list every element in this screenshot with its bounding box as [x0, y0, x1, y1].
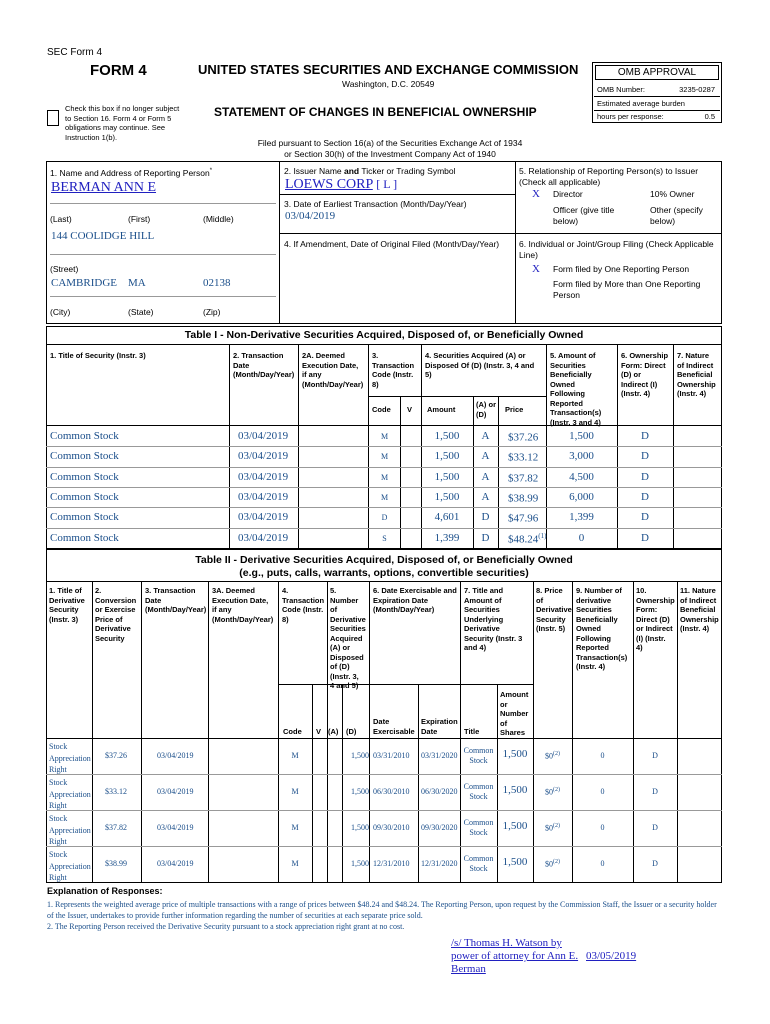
- t2-code: M: [291, 787, 299, 796]
- director-check[interactable]: X: [532, 188, 540, 200]
- earliest-date-value: 03/04/2019: [285, 210, 336, 222]
- t1-h4: 4. Securities Acquired (A) or Disposed Of (D) (Instr. 3, 4 and 5): [425, 351, 535, 379]
- t2-sub-title: Title: [464, 727, 480, 736]
- t1-transaction-date: 03/04/2019: [238, 511, 289, 523]
- t2-conversion-price: $33.12: [105, 787, 127, 796]
- t1-price: $37.82: [508, 472, 539, 485]
- footnote-1: 1. Represents the weighted average price of multiple transactions with a range of prices between $48.24 and $48.24. The Reporting Person, upon request by the Commission Staff, the Issuer or a security holder of the Issuer, undertakes to provide further information regarding the number of securities at each separate price sold.: [47, 900, 717, 920]
- t2-derivative-title: Stock Appreciation Right: [49, 742, 91, 774]
- t2-underlying-title: Common Stock: [463, 854, 494, 873]
- one-person-check[interactable]: X: [532, 263, 540, 275]
- t2-sub-d: (D): [346, 727, 357, 736]
- zip-label: (Zip): [203, 307, 221, 317]
- t1-h1: 1. Title of Security (Instr. 3): [50, 351, 146, 360]
- sec-form-label: SEC Form 4: [47, 47, 103, 58]
- t1-amount: 1,500: [434, 450, 460, 462]
- agency-title: UNITED STATES SECURITIES AND EXCHANGE COMMISSION: [198, 62, 579, 77]
- t2-underlying-shares: 1,500: [502, 784, 528, 796]
- t2-underlying-shares: 1,500: [502, 748, 528, 760]
- relationship-label: 5. Relationship of Reporting Person(s) to Issuer (Check all applicable): [519, 166, 699, 187]
- city-label: (City): [50, 307, 71, 317]
- t1-security-title: Common Stock: [50, 430, 119, 442]
- t2-underlying-title: Common Stock: [463, 746, 494, 765]
- t2-date-exercisable: 09/30/2010: [373, 823, 410, 832]
- one-person-label: Form filed by One Reporting Person: [553, 264, 690, 274]
- t2-date-exercisable: 12/31/2010: [373, 859, 410, 868]
- t1-owned: 6,000: [569, 491, 594, 503]
- footnote-2: 2. The Reporting Person received the Derivative Security pursuant to a stock appreciation right grant at no cost.: [47, 922, 405, 931]
- t1-code: M: [380, 473, 389, 482]
- t2-sub-exercisable: Date Exercisable: [373, 717, 415, 736]
- t2-h8: 8. Price of Derivative Security (Instr. 5): [536, 586, 572, 633]
- t1-h3: 3. Transaction Code (Instr. 8): [372, 351, 415, 389]
- t1-transaction-date: 03/04/2019: [238, 471, 289, 483]
- t2-date-exercisable: 06/30/2010: [373, 787, 410, 796]
- t1-sub-v: V: [407, 405, 413, 414]
- director-label: Director: [553, 189, 583, 199]
- t1-ownership-form: D: [641, 532, 649, 544]
- signature: /s/ Thomas H. Watson by power of attorney for Ann E. Berman: [451, 937, 579, 975]
- first-label: (First): [128, 214, 151, 224]
- t1-owned: 4,500: [569, 471, 594, 483]
- t2-disposed: 1,500: [351, 787, 369, 796]
- issuer-label: 2. Issuer Name and Ticker or Trading Symbol: [284, 166, 456, 176]
- officer-label: Officer (give title below): [553, 205, 615, 226]
- t2-owned: 0: [600, 787, 605, 796]
- t1-acq-disp: A: [481, 430, 490, 442]
- t1-code: S: [382, 534, 387, 543]
- t1-ownership-form: D: [641, 430, 649, 442]
- t2-owned: 0: [600, 859, 605, 868]
- t2-h6: 6. Date Exercisable and Expiration Date (Month/Day/Year): [373, 586, 457, 614]
- hours-value: 0.5: [704, 112, 715, 121]
- t2-code: M: [291, 859, 299, 868]
- t2-expiration-date: 06/30/2020: [421, 787, 458, 796]
- t2-ownership-form: D: [652, 751, 658, 760]
- t2-derivative-title: Stock Appreciation Right: [49, 814, 91, 846]
- t2-derivative-price: $0$^{(2)}$: [545, 787, 560, 797]
- t2-transaction-date: 03/04/2019: [157, 823, 194, 832]
- statement-title: STATEMENT OF CHANGES IN BENEFICIAL OWNERSHIP: [214, 105, 537, 119]
- t1-amount: 1,500: [434, 491, 460, 503]
- t1-code: M: [380, 452, 389, 461]
- t1-transaction-date: 03/04/2019: [238, 430, 289, 442]
- t2-h3: 3. Transaction Date (Month/Day/Year): [145, 586, 207, 614]
- state-value: MA: [128, 277, 146, 289]
- t1-amount: 1,500: [434, 430, 460, 442]
- more-persons-label: Form filed by More than One Reporting Person: [553, 279, 701, 300]
- t2-disposed: 1,500: [351, 859, 369, 868]
- hours-label: hours per response:: [597, 112, 664, 121]
- t2-date-exercisable: 03/31/2010: [373, 751, 410, 760]
- t2-owned: 0: [600, 751, 605, 760]
- t1-sub-code: Code: [372, 405, 391, 414]
- t1-amount: 1,500: [434, 471, 460, 483]
- t1-price: $33.12: [508, 451, 539, 464]
- t1-acq-disp: D: [481, 532, 490, 544]
- t1-security-title: Common Stock: [50, 491, 119, 503]
- ten-pct-owner-label: 10% Owner: [650, 189, 695, 199]
- t1-acq-disp: A: [481, 491, 490, 503]
- t1-acq-disp: D: [481, 511, 490, 523]
- omb-title: OMB APPROVAL: [595, 65, 719, 80]
- t1-price: $47.96: [508, 512, 539, 525]
- reporting-person-name[interactable]: BERMAN ANN E: [51, 180, 157, 195]
- city-value: CAMBRIDGE: [51, 277, 118, 289]
- t1-amount: 1,399: [434, 532, 460, 544]
- t1-owned: 1,500: [569, 430, 594, 442]
- t1-sub-amount: Amount: [427, 405, 456, 414]
- t1-amount: 4,601: [434, 511, 460, 523]
- t1-transaction-date: 03/04/2019: [238, 450, 289, 462]
- t2-sub-amount: Amount or Number of Shares: [500, 690, 529, 737]
- omb-number: 3235-0287: [679, 85, 715, 94]
- agency-city: Washington, D.C. 20549: [342, 79, 435, 89]
- t2-h7: 7. Title and Amount of Securities Underlying Derivative Security (Instr. 3 and 4): [464, 586, 523, 652]
- t2-ownership-form: D: [652, 787, 658, 796]
- t2-h5: 5. Number of Derivative Securities Acquired (A) or Disposed of (D) (Instr. 3, 4 and 5): [330, 586, 366, 690]
- t2-conversion-price: $38.99: [105, 859, 127, 868]
- t1-ownership-form: D: [641, 511, 649, 523]
- t1-security-title: Common Stock: [50, 471, 119, 483]
- t2-h10: 10. Ownership Form: Direct (D) or Indirect (I) (Instr. 4): [636, 586, 675, 652]
- t1-ownership-form: D: [641, 471, 649, 483]
- t2-ownership-form: D: [652, 823, 658, 832]
- explanation-label: Explanation of Responses:: [47, 886, 163, 896]
- t2-transaction-date: 03/04/2019: [157, 859, 194, 868]
- table-2-title: Table II - Derivative Securities Acquired, Disposed of, or Beneficially Owned (e.g., puts, calls, warrants, options, convertible securities): [195, 554, 573, 579]
- t2-owned: 0: [600, 823, 605, 832]
- checkbox-instructions: Check this box if no longer subject to Section 16. Form 4 or Form 5 obligations may continue. See Instruction 1(b).: [65, 104, 180, 142]
- t2-derivative-price: $0$^{(2)}$: [545, 859, 560, 869]
- t2-code: M: [291, 751, 299, 760]
- t1-owned: 1,399: [569, 511, 594, 523]
- t2-disposed: 1,500: [351, 823, 369, 832]
- no-longer-subject-checkbox[interactable]: [47, 110, 59, 126]
- t2-transaction-date: 03/04/2019: [157, 751, 194, 760]
- t1-security-title: Common Stock: [50, 532, 119, 544]
- omb-approval-box: [592, 62, 722, 123]
- t1-code: M: [380, 493, 389, 502]
- earliest-date-label: 3. Date of Earliest Transaction (Month/Day/Year): [284, 199, 467, 209]
- t2-underlying-shares: 1,500: [502, 820, 528, 832]
- t2-underlying-title: Common Stock: [463, 782, 494, 801]
- t2-sub-v: V: [316, 727, 322, 736]
- t2-h2: 2. Conversion or Exercise Price of Derivative Security: [95, 586, 137, 643]
- t1-owned: 0: [578, 532, 585, 544]
- t1-price: $37.26: [508, 431, 539, 444]
- street-label: (Street): [50, 264, 79, 274]
- t2-expiration-date: 03/31/2020: [421, 751, 458, 760]
- t1-owned: 3,000: [569, 450, 594, 462]
- t2-conversion-price: $37.26: [105, 751, 127, 760]
- t1-code: D: [381, 513, 388, 522]
- omb-number-label: OMB Number:: [597, 85, 645, 94]
- t2-transaction-date: 03/04/2019: [157, 787, 194, 796]
- t1-h6: 6. Ownership Form: Direct (D) or Indirect (I) (Instr. 4): [621, 351, 669, 398]
- issuer-name[interactable]: LOEWS CORP [ L ]: [285, 177, 398, 192]
- amendment-label: 4. If Amendment, Date of Original Filed (Month/Day/Year): [284, 239, 500, 249]
- t1-sub-price: Price: [505, 405, 524, 414]
- middle-label: (Middle): [203, 214, 234, 224]
- t2-derivative-price: $0$^{(2)}$: [545, 751, 560, 761]
- t1-ownership-form: D: [641, 491, 649, 503]
- t2-code: M: [291, 823, 299, 832]
- t2-conversion-price: $37.82: [105, 823, 127, 832]
- t2-sub-expiration: Expiration Date: [421, 717, 458, 736]
- t2-ownership-form: D: [652, 859, 658, 868]
- filed-pursuant: Filed pursuant to Section 16(a) of the Securities Exchange Act of 1934 or Section 30(h) of the Investment Company Act of 1940: [257, 138, 523, 159]
- form-title: FORM 4: [90, 62, 147, 79]
- t1-transaction-date: 03/04/2019: [238, 532, 289, 544]
- t2-sub-code: Code: [283, 727, 302, 736]
- t2-derivative-title: Stock Appreciation Right: [49, 850, 91, 882]
- t2-h4: 4. Transaction Code (Instr. 8): [282, 586, 325, 624]
- other-label: Other (specify below): [650, 205, 703, 226]
- t2-expiration-date: 12/31/2020: [421, 859, 458, 868]
- t1-acq-disp: A: [481, 471, 490, 483]
- t1-h2a: 2A. Deemed Execution Date, if any (Month/Day/Year): [302, 351, 364, 389]
- t2-h9: 9. Number of derivative Securities Beneficially Owned Following Reported Transaction(s) (Instr. 4): [576, 586, 628, 671]
- burden-label: Estimated average burden: [597, 99, 685, 108]
- t1-security-title: Common Stock: [50, 450, 119, 462]
- last-label: (Last): [50, 214, 72, 224]
- t1-code: M: [380, 432, 389, 441]
- filing-label: 6. Individual or Joint/Group Filing (Check Applicable Line): [519, 239, 714, 260]
- t2-derivative-title: Stock Appreciation Right: [49, 778, 91, 810]
- t1-acq-disp: A: [481, 450, 490, 462]
- t2-underlying-title: Common Stock: [463, 818, 494, 837]
- table-1-title: Table I - Non-Derivative Securities Acquired, Disposed of, or Beneficially Owned: [184, 329, 584, 341]
- t1-ownership-form: D: [641, 450, 649, 462]
- street-value: 144 COOLIDGE HILL: [51, 230, 155, 242]
- t2-h3a: 3A. Deemed Execution Date, if any (Month/Day/Year): [212, 586, 274, 624]
- state-label: (State): [128, 307, 154, 317]
- t2-sub-a: (A): [328, 727, 339, 736]
- t1-h2: 2. Transaction Date (Month/Day/Year): [233, 351, 295, 379]
- signature-date: 03/05/2019: [586, 950, 637, 962]
- zip-value: 02138: [203, 277, 231, 289]
- t2-expiration-date: 09/30/2020: [421, 823, 458, 832]
- t1-transaction-date: 03/04/2019: [238, 491, 289, 503]
- t1-h7: 7. Nature of Indirect Beneficial Ownership (Instr. 4): [677, 351, 716, 398]
- t1-h5: 5. Amount of Securities Beneficially Owned Following Reported Transaction(s) (Instr. 3 and 4): [550, 351, 602, 427]
- reporting-person-label: 1. Name and Address of Reporting Person*: [50, 167, 213, 178]
- t1-security-title: Common Stock: [50, 511, 119, 523]
- t2-derivative-price: $0$^{(2)}$: [545, 823, 560, 833]
- t2-h11: 11. Nature of Indirect Beneficial Ownership (Instr. 4): [680, 586, 719, 633]
- t2-disposed: 1,500: [351, 751, 369, 760]
- t2-h1: 1. Title of Derivative Security (Instr. 3): [49, 586, 85, 624]
- t1-price: $38.99: [508, 492, 539, 505]
- t1-price: $48.24$^{(1)}$: [508, 532, 547, 546]
- t2-underlying-shares: 1,500: [502, 856, 528, 868]
- t1-sub-ad: (A) or (D): [476, 400, 496, 419]
